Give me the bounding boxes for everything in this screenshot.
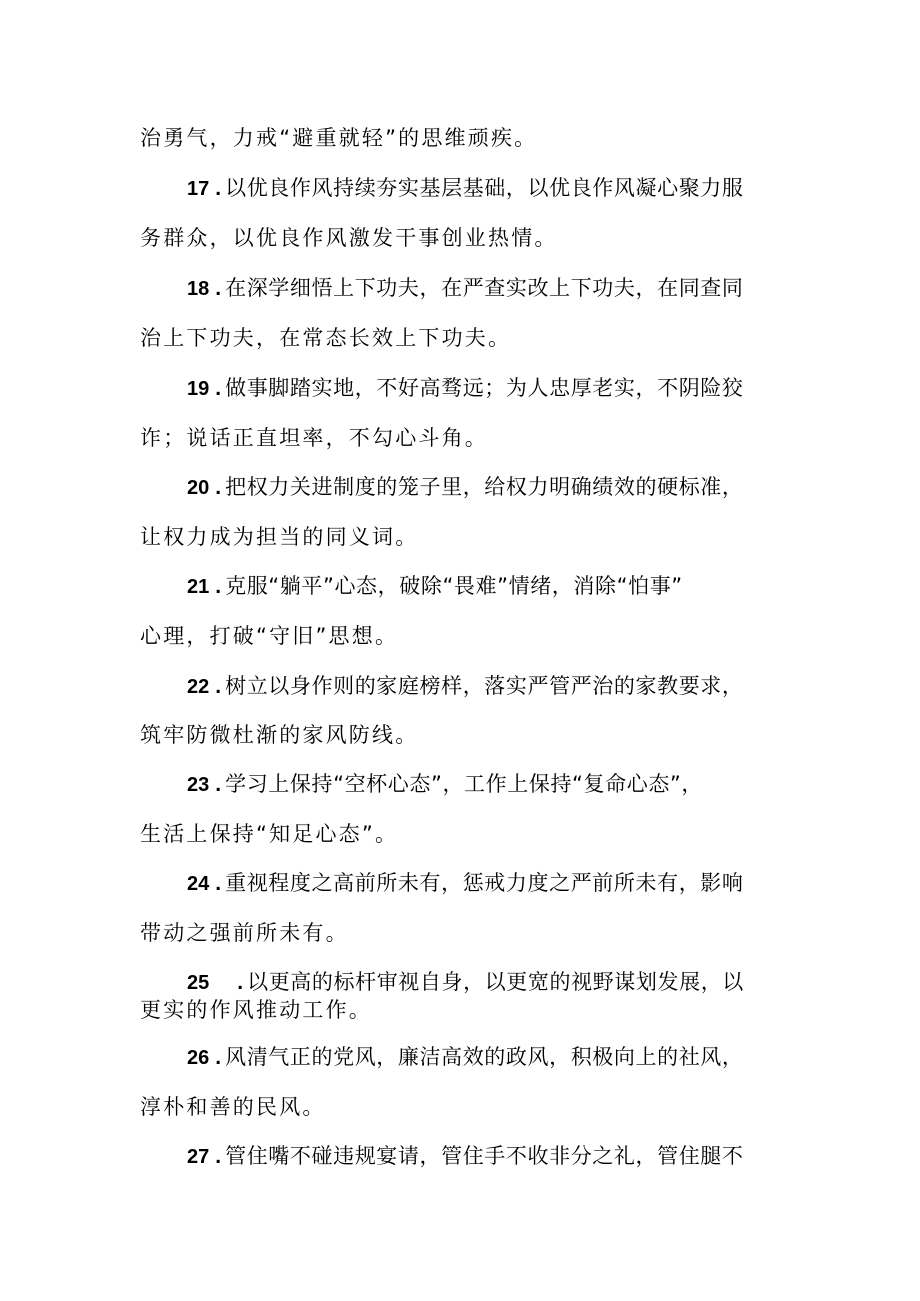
item-text: 克服“躺平”心态，破除“畏难”情绪，消除“怕事” [225, 574, 683, 598]
list-item-17-line1 [187, 174, 790, 203]
list-item-21-line1 [187, 572, 790, 601]
list-item-18-line1 [187, 274, 790, 303]
item-text: 学习上保持“空杯心态”，工作上保持“复命心态”， [225, 772, 704, 796]
item-number: 18 [187, 278, 210, 300]
list-item-22-line1 [187, 672, 790, 701]
list-item-23-line2: 生活上保持“知足心态”。 [140, 822, 399, 846]
item-separator: . [215, 872, 222, 895]
item-separator: . [215, 1145, 222, 1168]
item-text: 风清气正的党风，廉洁高效的政风，积极向上的社风， [225, 1045, 744, 1069]
list-item-26-line1 [187, 1043, 790, 1072]
item-separator: . [215, 177, 222, 200]
list-item-18-line2: 治上下功夫，在常态长效上下功夫。 [140, 326, 512, 350]
list-item-26-line2: 淳朴和善的民风。 [140, 1095, 326, 1119]
item-number: 24 [187, 873, 210, 895]
list-item-21-line2: 心理，打破“守旧”思想。 [140, 624, 399, 648]
item-text: 以更高的标杆审视自身，以更宽的视野谋划发展，以 [247, 970, 744, 994]
item-text: 做事脚踏实地，不好高骛远；为人忠厚老实，不阴险狡 [225, 376, 744, 400]
item-separator: . [215, 377, 222, 400]
item-number: 22 [187, 676, 210, 698]
item-separator: . [215, 476, 222, 499]
list-item-24-line2: 带动之强前所未有。 [140, 921, 349, 945]
item-separator: . [215, 575, 222, 598]
item-number: 27 [187, 1146, 210, 1168]
item-text: 管住嘴不碰违规宴请，管住手不收非分之礼，管住腿不 [225, 1144, 744, 1168]
list-item-20-line2: 让权力成为担当的同义词。 [140, 525, 419, 549]
item-number: 21 [187, 576, 210, 598]
item-separator: . [215, 277, 222, 300]
item-number: 19 [187, 378, 210, 400]
list-item-25-line1 [187, 968, 790, 997]
list-item-23-line1 [187, 770, 790, 799]
item-number: 25 [187, 972, 210, 994]
item-text: 在深学细悟上下功夫，在严查实改上下功夫，在同查同 [225, 276, 744, 300]
list-item-19-line1 [187, 374, 790, 403]
list-item-24-line1 [187, 869, 790, 898]
item-separator: . [237, 971, 244, 994]
item-text: 以优良作风持续夯实基层基础，以优良作风凝心聚力服 [225, 176, 744, 200]
list-item-25-line2: 更实的作风推动工作。 [140, 998, 372, 1022]
item-text: 树立以身作则的家庭榜样，落实严管严治的家教要求， [225, 674, 744, 698]
list-item-27-line1 [187, 1142, 790, 1171]
item-number: 26 [187, 1047, 210, 1069]
item-separator: . [215, 1046, 222, 1069]
item-separator: . [215, 675, 222, 698]
item-text: 把权力关进制度的笼子里，给权力明确绩效的硬标准， [225, 475, 744, 499]
item-separator: . [215, 773, 222, 796]
list-item-17-line2: 务群众，以优良作风激发干事创业热情。 [140, 226, 558, 250]
list-item-20-line1 [187, 473, 790, 502]
item-number: 20 [187, 477, 210, 499]
continuation-line: 治勇气，力戒“避重就轻”的思维顽疾。 [140, 126, 538, 150]
item-number: 23 [187, 774, 210, 796]
list-item-22-line2: 筑牢防微杜渐的家风防线。 [140, 723, 419, 747]
list-item-19-line2: 诈；说话正直坦率，不勾心斗角。 [140, 426, 488, 450]
item-number: 17 [187, 178, 210, 200]
item-text: 重视程度之高前所未有，惩戒力度之严前所未有，影响 [225, 871, 744, 895]
